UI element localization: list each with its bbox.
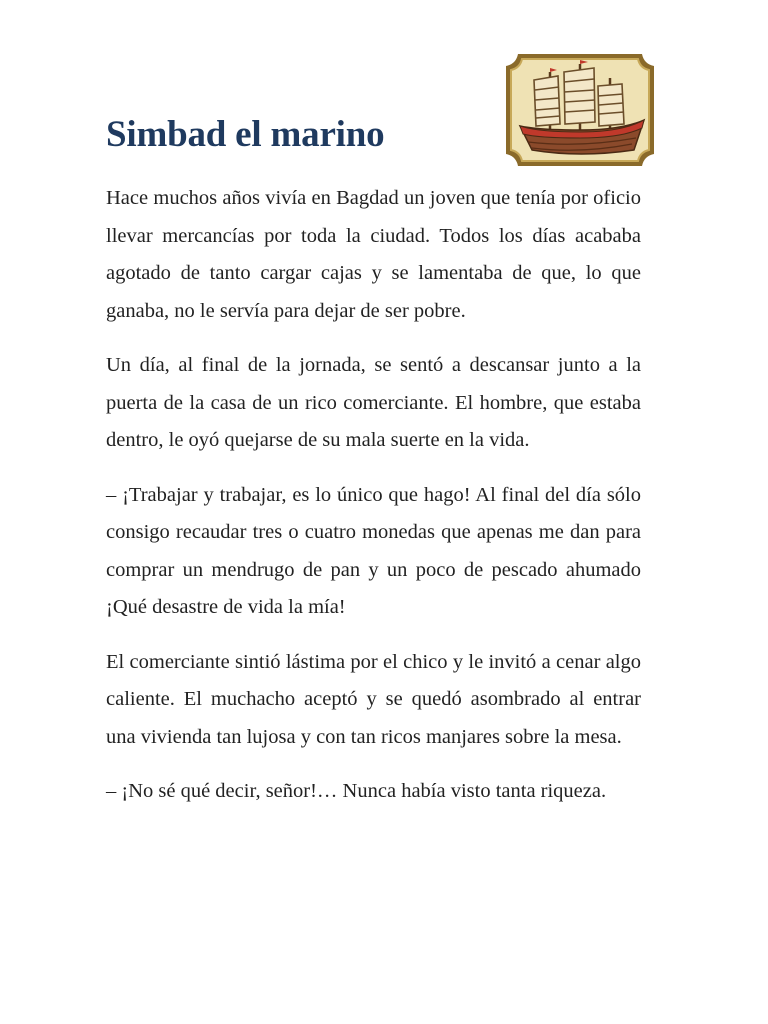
paragraph: El comerciante sintió lástima por el chico y le invitó a cenar algo caliente. El muchacho aceptó y se quedó asombrado al entrar una vivienda tan lujosa y con tan ricos manjares sobre la mesa. bbox=[106, 650, 641, 748]
sail-right bbox=[598, 84, 624, 126]
sail-left bbox=[534, 76, 560, 126]
sailing-ship-icon bbox=[498, 50, 662, 170]
paragraph: Un día, al final de la jornada, se sentó a descansar junto a la puerta de la casa de un rico comerciante. El hombre, que estaba dentro, le oyó quejarse de su mala suerte en la vida. bbox=[106, 354, 641, 451]
page-title: Simbad el marino bbox=[106, 114, 385, 155]
sail-middle bbox=[564, 68, 595, 124]
paragraph: Hace muchos años vivía en Bagdad un joven que tenía por oficio llevar mercancías por toda la ciudad. Todos los días acababa agotado de tanto cargar cajas y se lamentaba de que, lo que ganaba, no le servía para dejar de ser pobre. bbox=[106, 187, 641, 322]
paragraph: – ¡No sé qué decir, señor!… Nunca había visto tanta riqueza. bbox=[106, 780, 607, 802]
story-body bbox=[106, 180, 641, 828]
paragraph: – ¡Trabajar y trabajar, es lo único que hago! Al final del día sólo consigo recaudar tres o cuatro monedas que apenas me dan para comprar un mendrugo de pan y un poco de pescado ahumado ¡Qué desastre de vida la mía! bbox=[106, 483, 641, 618]
